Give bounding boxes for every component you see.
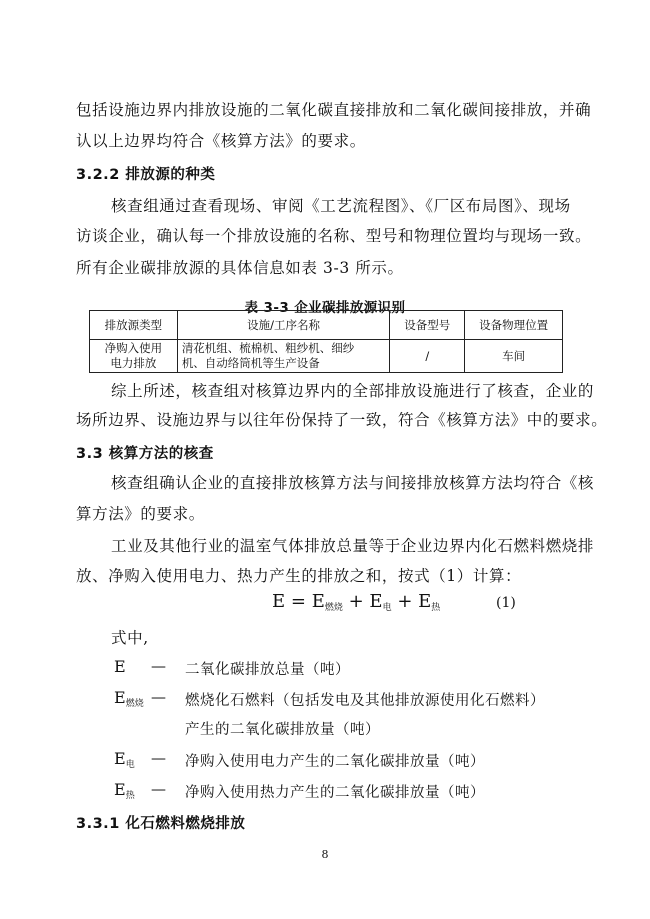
symbol-letter: E <box>114 749 126 768</box>
eq-sub: 热 <box>431 603 441 613</box>
eq-lhs: E <box>272 591 286 612</box>
section-heading-3-3: 3.3 核算方法的核查 <box>76 446 214 462</box>
definition-dash: — <box>151 657 166 675</box>
symbol-sub: 燃烧 <box>125 699 144 709</box>
definition-symbol <box>114 688 144 709</box>
cell-line: 机、自动络筒机等生产设备 <box>181 356 320 370</box>
equation-number: (1) <box>496 595 516 611</box>
eq-sub: 燃烧 <box>324 603 343 613</box>
definition-symbol <box>114 780 135 801</box>
eq-equals: = <box>290 591 306 612</box>
equation-1 <box>272 591 440 613</box>
table-header-cell: 设备型号 <box>390 311 465 340</box>
definition-symbol <box>114 749 135 770</box>
definition-dash: — <box>151 780 166 798</box>
emission-source-table <box>89 310 563 373</box>
paragraph-line: 访谈企业，确认每一个排放设施的名称、型号和物理位置均与现场一致。 <box>76 227 592 245</box>
eq-term: E <box>369 591 383 612</box>
eq-term: E <box>418 591 432 612</box>
cell-line: 电力排放 <box>110 356 157 370</box>
symbol-sub: 电 <box>125 760 135 770</box>
definition-text: 净购入使用热力产生的二氧化碳排放量（吨） <box>185 785 485 801</box>
paragraph-line: 算方法》的要求。 <box>76 505 205 523</box>
table-caption: 表 3-3 企业碳排放源识别 <box>244 300 406 316</box>
paragraph-line: 认以上边界均符合《核算方法》的要求。 <box>76 132 366 150</box>
paragraph-line: 工业及其他行业的温室气体排放总量等于企业边界内化石燃料燃烧排 <box>111 537 595 555</box>
definition-text: 燃烧化石燃料（包括发电及其他排放源使用化石燃料） <box>185 693 545 709</box>
table-header-cell: 设备物理位置 <box>465 311 563 340</box>
table-row <box>90 340 563 373</box>
cell-line: 清花机组、梳棉机、粗纱机、细纱 <box>181 341 355 355</box>
table-header-cell: 排放源类型 <box>90 311 178 340</box>
definition-text-continued: 产生的二氧化碳排放量（吨） <box>185 722 380 738</box>
paragraph-line: 场所边界、设施边界与以往年份保持了一致，符合《核算方法》中的要求。 <box>76 411 608 429</box>
paragraph-line: 所有企业碳排放源的具体信息如表 3-3 所示。 <box>76 259 404 277</box>
table-cell-location: 车间 <box>465 340 563 373</box>
symbol-letter: E <box>114 657 126 676</box>
table-cell-model: / <box>390 340 465 373</box>
eq-plus: + <box>397 591 413 612</box>
table-cell-facility <box>177 340 390 373</box>
symbol-letter: E <box>114 688 126 707</box>
paragraph-line: 核查组通过查看现场、审阅《工艺流程图》、《厂区布局图》、现场 <box>111 197 571 215</box>
paragraph-line: 综上所述，核查组对核算边界内的全部排放设施进行了核查，企业的 <box>111 382 595 400</box>
definition-text: 净购入使用电力产生的二氧化碳排放量（吨） <box>185 754 485 770</box>
eq-term: E <box>311 591 325 612</box>
table-cell-type <box>90 340 178 373</box>
section-heading-3-2-2: 3.2.2 排放源的种类 <box>76 167 216 183</box>
symbol-sub: 热 <box>125 791 135 801</box>
section-heading-3-3-1: 3.3.1 化石燃料燃烧排放 <box>76 816 246 832</box>
definition-text: 二氧化碳排放总量（吨） <box>185 662 350 678</box>
symbol-letter: E <box>114 780 126 799</box>
table-header-row <box>90 311 563 340</box>
paragraph-line: 核查组确认企业的直接排放核算方法与间接排放核算方法均符合《核 <box>111 474 595 492</box>
table-header-cell: 设施/工序名称 <box>177 311 390 340</box>
eq-sub: 电 <box>382 603 392 613</box>
eq-plus: + <box>348 591 364 612</box>
paragraph-line: 包括设施边界内排放设施的二氧化碳直接排放和二氧化碳间接排放，并确 <box>76 101 592 119</box>
paragraph-line: 放、净购入使用电力、热力产生的排放之和，按式（1）计算： <box>76 567 522 585</box>
cell-line: 净购入使用 <box>104 341 163 355</box>
page-number: 8 <box>321 848 329 861</box>
definition-dash: — <box>151 749 166 767</box>
definition-dash: — <box>151 688 166 706</box>
where-label: 式中, <box>111 629 149 647</box>
definition-symbol <box>114 657 126 678</box>
